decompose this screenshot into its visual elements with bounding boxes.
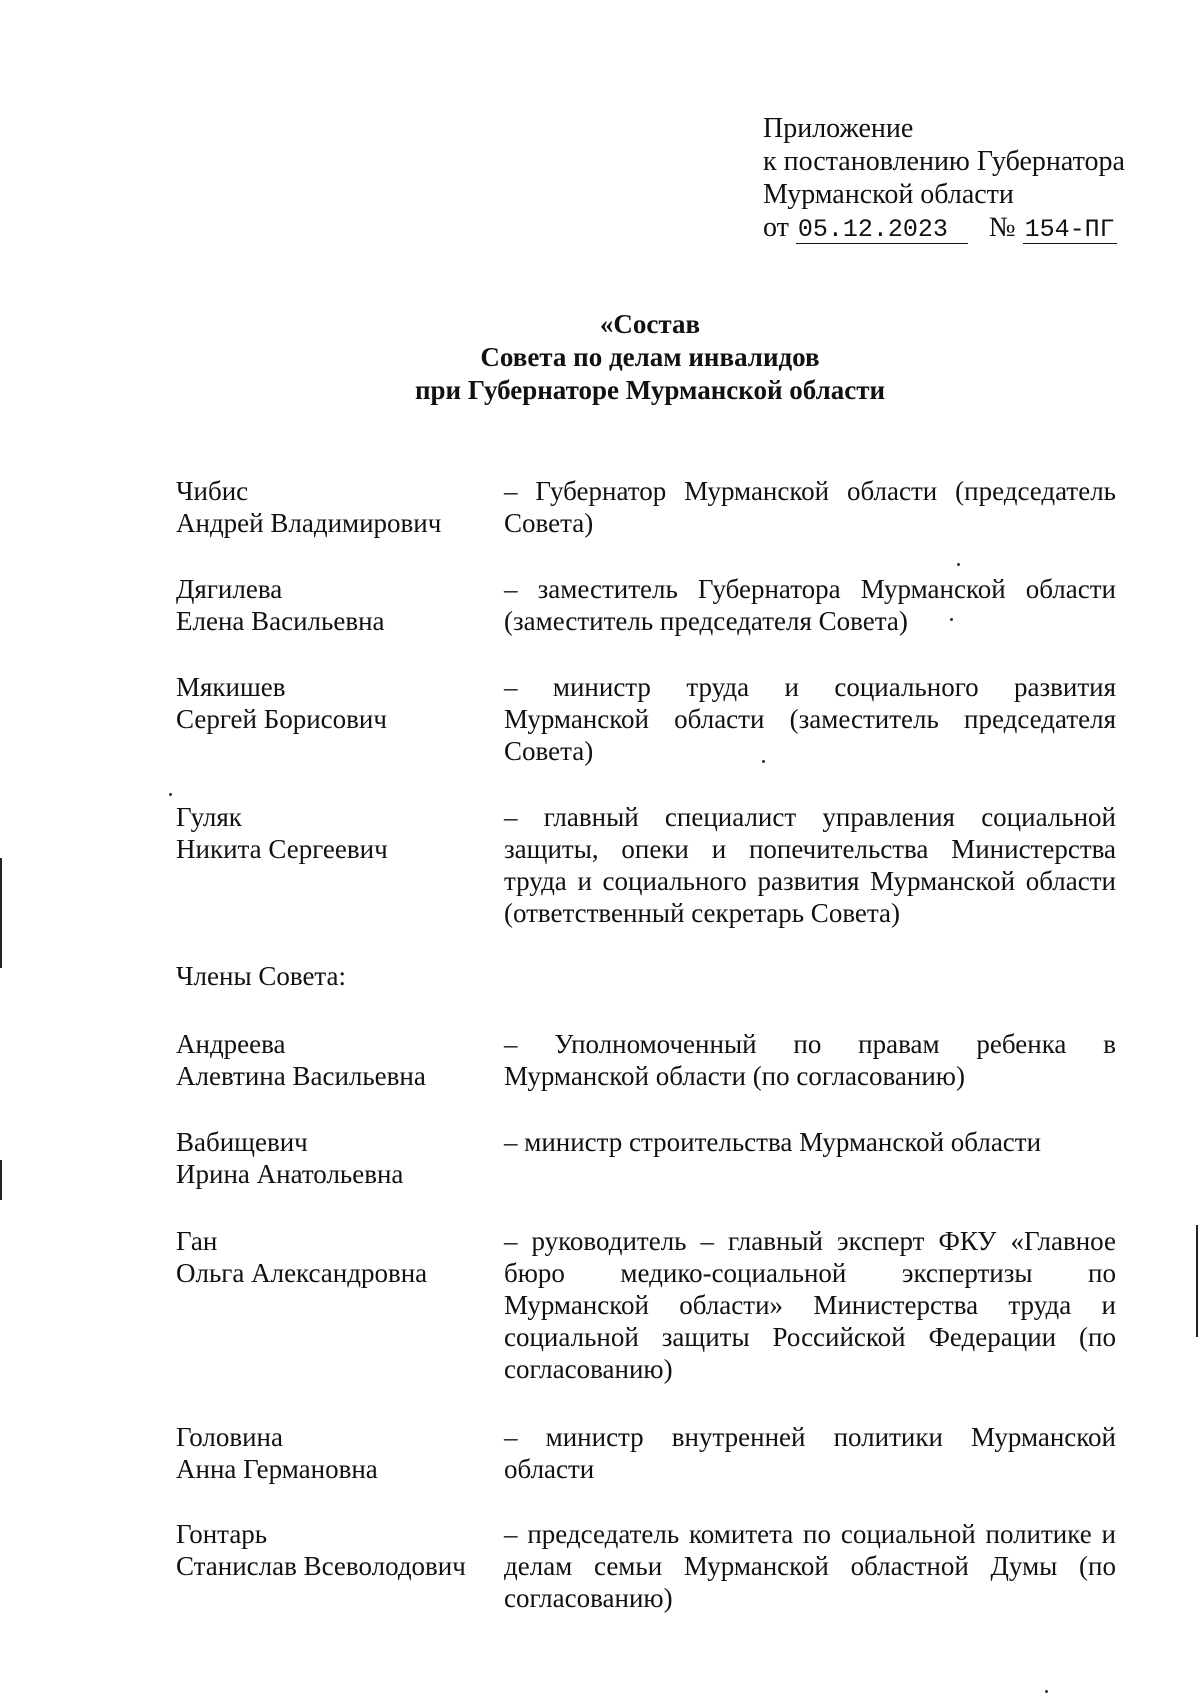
members-section-label: Члены Совета: xyxy=(176,961,347,991)
member-given-names: Сергей Борисович xyxy=(176,704,387,734)
member-entry xyxy=(176,1518,1116,1614)
member-role: – председатель комитета по социальной политике и делам семьи Мурманской областной Думы (по согласованию) xyxy=(504,1519,1116,1613)
title-line-2: Совета по делам инвалидов xyxy=(480,342,820,372)
appendix-reference: к постановлению Губернатора xyxy=(763,146,1125,177)
document-title xyxy=(0,308,1200,407)
member-surname: Вабищевич xyxy=(176,1127,308,1157)
member-given-names: Андрей Владимирович xyxy=(176,508,442,538)
member-entry xyxy=(176,1225,1116,1385)
scan-edge-mark xyxy=(1196,1225,1198,1337)
member-name xyxy=(176,1518,504,1614)
scan-speck xyxy=(1045,1690,1048,1693)
title-line-3: при Губернаторе Мурманской области xyxy=(414,375,886,405)
member-role: – министр труда и социального развития Мурманской области (заместитель председателя Совета) xyxy=(504,672,1116,766)
member-surname: Головина xyxy=(176,1422,283,1452)
appendix-block xyxy=(763,112,1183,244)
member-surname: Андреева xyxy=(176,1029,286,1059)
member-name xyxy=(176,1028,504,1092)
scan-speck xyxy=(950,618,953,621)
member-name xyxy=(176,1225,504,1385)
member-name xyxy=(176,801,504,929)
member-name xyxy=(176,475,504,539)
appendix-date-line xyxy=(763,211,1183,244)
member-given-names: Станислав Всеволодович xyxy=(176,1551,466,1581)
scan-edge-mark xyxy=(0,858,2,968)
member-surname: Дягилева xyxy=(176,574,283,604)
member-surname: Мякишев xyxy=(176,672,286,702)
member-role: – Уполномоченный по правам ребенка в Мурманской области (по согласованию) xyxy=(504,1029,1116,1091)
member-role: – Губернатор Мурманской области (председатель Совета) xyxy=(504,476,1116,538)
member-entry xyxy=(176,573,1116,637)
member-entry xyxy=(176,1421,1116,1485)
scan-speck xyxy=(169,793,172,796)
member-given-names: Анна Германовна xyxy=(176,1454,378,1484)
decree-number: 154-ПГ xyxy=(1024,215,1115,244)
member-name xyxy=(176,1421,504,1485)
member-role: – министр строительства Мурманской области xyxy=(504,1127,1042,1157)
member-given-names: Алевтина Васильевна xyxy=(176,1061,426,1091)
scan-speck xyxy=(957,563,960,566)
member-surname: Ган xyxy=(176,1226,218,1256)
member-given-names: Никита Сергеевич xyxy=(176,834,388,864)
appendix-heading: Приложение xyxy=(763,113,914,144)
scan-speck xyxy=(762,760,765,763)
appendix-region: Мурманской области xyxy=(763,179,1014,210)
member-given-names: Ольга Александровна xyxy=(176,1258,428,1288)
member-role: – заместитель Губернатора Мурманской области (заместитель председателя Совета) xyxy=(504,574,1116,636)
decree-date: 05.12.2023 xyxy=(796,217,968,244)
member-surname: Гонтарь xyxy=(176,1519,268,1549)
member-entry xyxy=(176,671,1116,767)
member-entry xyxy=(176,801,1116,929)
member-given-names: Ирина Анатольевна xyxy=(176,1159,404,1189)
number-label: № xyxy=(988,212,1016,243)
member-name xyxy=(176,671,504,767)
member-entry xyxy=(176,1028,1116,1092)
member-role: – главный специалист управления социальной защиты, опеки и попечительства Министерства труда и социального развития Мурманской области (ответственный секретарь Совета) xyxy=(504,802,1116,928)
title-line-1: «Состав xyxy=(599,309,701,339)
member-name xyxy=(176,1126,504,1190)
member-entry xyxy=(176,475,1116,539)
member-name xyxy=(176,573,504,637)
member-role: – руководитель – главный эксперт ФКУ «Главное бюро медико-социальной экспертизы по Мурманской области» Министерства труда и социальной защиты Российской Федерации (по согласованию) xyxy=(504,1226,1116,1384)
member-entry xyxy=(176,1126,1116,1190)
scan-edge-mark xyxy=(0,1160,2,1200)
member-role: – министр внутренней политики Мурманской области xyxy=(504,1422,1116,1484)
member-given-names: Елена Васильевна xyxy=(176,606,385,636)
member-surname: Чибис xyxy=(176,476,249,506)
from-label: от xyxy=(763,212,789,243)
member-surname: Гуляк xyxy=(176,802,242,832)
